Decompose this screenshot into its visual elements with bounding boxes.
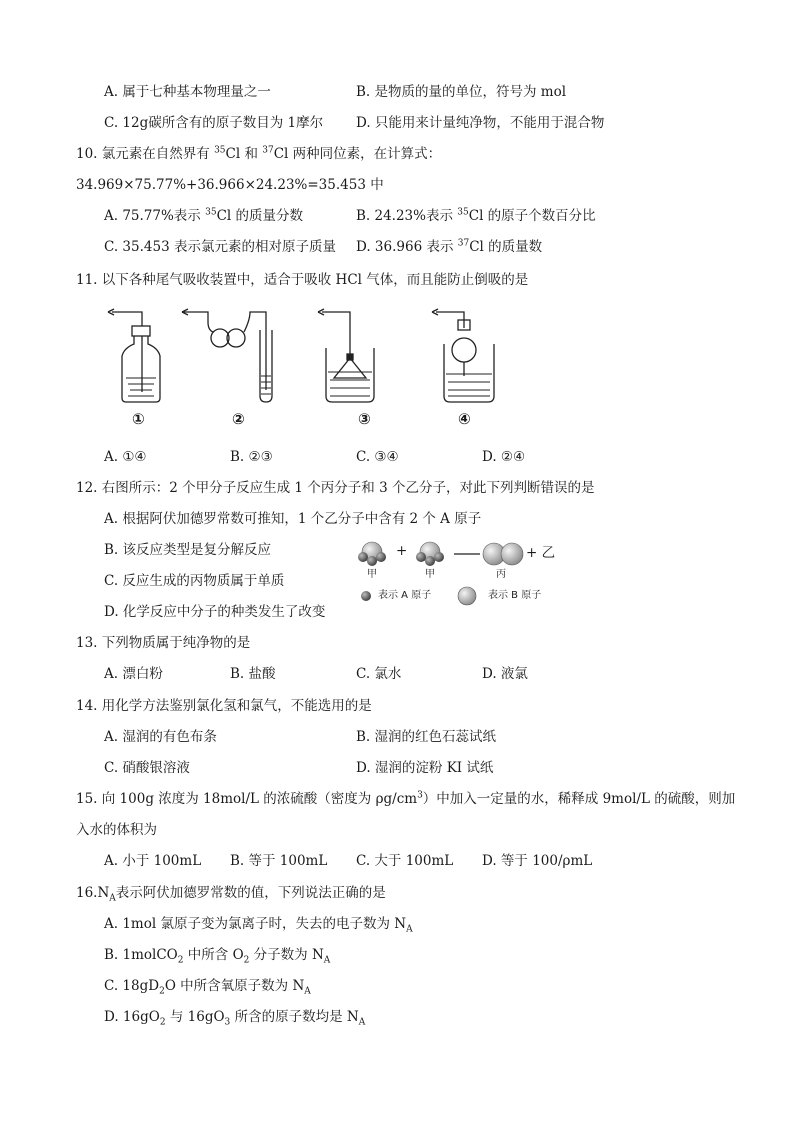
avogadro-symbol: N	[394, 916, 407, 932]
q10-option-d-post: 的质量数	[483, 239, 543, 255]
q10-option-d	[356, 238, 542, 256]
q16-option-c-sub: 2	[159, 986, 165, 997]
avogadro-subscript: A	[406, 924, 413, 935]
q10-stem	[76, 145, 441, 163]
avogadro-subscript: A	[358, 1017, 366, 1028]
q9-option-a: A. 属于七种基本物理量之一	[104, 84, 271, 100]
avogadro-symbol: N	[346, 1009, 359, 1025]
q13-option-b: B. 盐酸	[230, 666, 276, 682]
q13-option-a: A. 漂白粉	[104, 666, 163, 682]
q15-stem-line2: 入水的体积为	[76, 822, 157, 838]
q16-option-b-mid: 中所含 O	[183, 947, 244, 963]
q16-option-b	[104, 946, 330, 964]
q13-stem: 13. 下列物质属于纯净物的是	[76, 635, 251, 651]
chlorine-symbol: Cl	[216, 208, 232, 224]
q12-stem: 12. 右图所示：2 个甲分子反应生成 1 个丙分子和 3 个乙分子，对此下列判断错误的是	[76, 480, 595, 496]
legend-b-label: 表示 B 原子	[488, 590, 542, 601]
q16-option-a	[104, 915, 413, 933]
q13-option-c: C. 氯水	[356, 666, 402, 682]
q10-stem-post: 两种同位素，在计算式：	[288, 146, 442, 162]
q15-option-b: B. 等于 100mL	[230, 853, 328, 869]
q15-cubic-exponent: 3	[417, 790, 423, 801]
apparatus-label-1: ①	[132, 410, 145, 428]
q16-option-c	[104, 977, 311, 995]
avogadro-symbol: N	[311, 947, 324, 963]
avogadro-subscript: A	[109, 893, 116, 904]
q9-option-c: C. 12g碳所含有的原子数目为 1摩尔	[104, 115, 324, 131]
q12-option-c: C. 反应生成的丙物质属于单质	[104, 573, 285, 589]
q16-option-b-pre: B. 1molCO	[104, 947, 178, 963]
chlorine-symbol: Cl	[225, 146, 241, 162]
q14-option-a: A. 湿润的有色布条	[104, 729, 217, 745]
apparatus-2-bulb-tube	[182, 309, 272, 402]
label-jia-2: 甲	[425, 569, 435, 580]
q16-option-d-sub2: 3	[224, 1017, 231, 1028]
q10-option-b	[356, 207, 596, 225]
q10-option-b-post: 的原子个数百分比	[483, 208, 596, 224]
q11-option-c: C. ③④	[356, 449, 399, 465]
apparatus-label-2: ②	[232, 410, 245, 428]
q14-option-c: C. 硝酸银溶液	[104, 760, 190, 776]
isotope-mass-35: 35	[214, 145, 226, 156]
q10-formula: 34.969×75.77%+36.966×24.23%=35.453 中	[76, 177, 384, 193]
legend-a-atom-icon	[361, 591, 371, 601]
q15-option-d: D. 等于 100/ρmL	[482, 853, 593, 869]
q16-option-c-post: O 中所含氧原子数为	[164, 978, 293, 994]
q10-option-c: C. 35.453 表示氯元素的相对原子质量	[104, 239, 336, 255]
q16-option-b-post: 分子数为	[249, 947, 312, 963]
q14-stem: 14. 用化学方法鉴别氯化氢和氯气，不能选用的是	[76, 698, 372, 714]
plus-sign-1: +	[396, 543, 408, 559]
chlorine-symbol: Cl	[469, 239, 484, 255]
isotope-mass-37: 37	[457, 238, 470, 249]
q12-option-b: B. 该反应类型是复分解反应	[104, 542, 272, 558]
q10-option-a-post: 的质量分数	[231, 208, 304, 224]
q14-option-d: D. 湿润的淀粉 KI 试纸	[356, 760, 494, 776]
avogadro-subscript: A	[323, 955, 331, 966]
q16-number: 16.	[76, 885, 98, 901]
q9-option-b: B. 是物质的量的单位，符号为 mol	[356, 84, 567, 100]
q16-option-d-pre: D. 16gO	[104, 1009, 160, 1025]
q16-option-b-sub1: 2	[177, 955, 184, 966]
q15-stem-post: ）中加入一定量的水，稀释成 9mol/L 的硫酸，则加	[422, 791, 736, 807]
avogadro-symbol: N	[292, 978, 305, 994]
gas-absorption-apparatus-figure	[100, 300, 520, 410]
plus-sign-2: + 乙	[526, 545, 556, 561]
avogadro-subscript: A	[304, 986, 311, 997]
legend-b-atom-icon	[458, 587, 476, 605]
chlorine-symbol: Cl	[468, 208, 484, 224]
q16-option-a-text: A. 1mol 氯原子变为氯离子时，失去的电子数为	[104, 916, 395, 932]
q15-stem-pre: 15. 向 100g 浓度为 18mol/L 的浓硫酸（密度为 ρg/cm	[76, 791, 418, 807]
q16-stem	[76, 884, 386, 902]
apparatus-4-bulb	[432, 309, 494, 402]
q15-stem	[76, 790, 735, 808]
q10-stem-pre: 10. 氯元素在自然界有	[76, 146, 215, 162]
q16-option-d-mid: 与 16gO	[165, 1009, 225, 1025]
q11-option-a: A. ①④	[104, 449, 147, 465]
legend-a-label: 表示 A 原子	[378, 590, 432, 601]
q12-option-d: D. 化学反应中分子的种类发生了改变	[104, 604, 326, 620]
q10-option-a	[104, 207, 303, 225]
label-jia-1: 甲	[367, 569, 377, 580]
molecule-jia-2	[416, 542, 444, 566]
q16-stem-post: 表示阿伏加德罗常数的值，下列说法正确的是	[115, 885, 386, 901]
apparatus-label-4: ④	[458, 410, 471, 428]
q12-option-a: A. 根据阿伏加德罗常数可推知，1 个乙分子中含有 2 个 A 原子	[104, 511, 482, 527]
chlorine-symbol: Cl	[273, 146, 289, 162]
apparatus-1-bottle	[108, 309, 160, 402]
isotope-mass-37: 37	[262, 145, 274, 156]
q13-option-d: D. 液氯	[482, 666, 528, 682]
apparatus-3-funnel	[318, 309, 374, 402]
q10-option-d-pre: D. 36.966 表示	[356, 239, 458, 255]
q15-option-c: C. 大于 100mL	[356, 853, 454, 869]
q9-option-d: D. 只能用来计量纯净物，不能用于混合物	[356, 115, 605, 131]
q10-stem-mid: 和	[240, 146, 263, 162]
q11-option-d: D. ②④	[482, 449, 526, 465]
q10-option-a-pre: A. 75.77%表示	[104, 208, 206, 224]
q16-option-d	[104, 1008, 365, 1026]
q16-option-d-sub1: 2	[159, 1017, 166, 1028]
q15-option-a: A. 小于 100mL	[104, 853, 202, 869]
apparatus-label-3: ③	[358, 410, 371, 428]
molecule-bing	[483, 543, 523, 565]
q16-option-b-sub2: 2	[243, 955, 250, 966]
q10-option-b-pre: B. 24.23%表示	[356, 208, 458, 224]
label-bing: 丙	[496, 569, 506, 580]
molecule-jia-1	[358, 542, 386, 566]
q16-option-d-post: 所含的原子数均是	[230, 1009, 347, 1025]
q11-option-b: B. ②③	[230, 449, 273, 465]
avogadro-symbol: N	[97, 885, 110, 901]
q14-option-b: B. 湿润的红色石蕊试纸	[356, 729, 497, 745]
q16-option-c-pre: C. 18gD	[104, 978, 160, 994]
isotope-mass-35: 35	[205, 207, 217, 218]
q11-stem: 11. 以下各种尾气吸收装置中，适合于吸收 HCl 气体，而且能防止倒吸的是	[76, 272, 529, 288]
isotope-mass-35: 35	[457, 207, 469, 218]
